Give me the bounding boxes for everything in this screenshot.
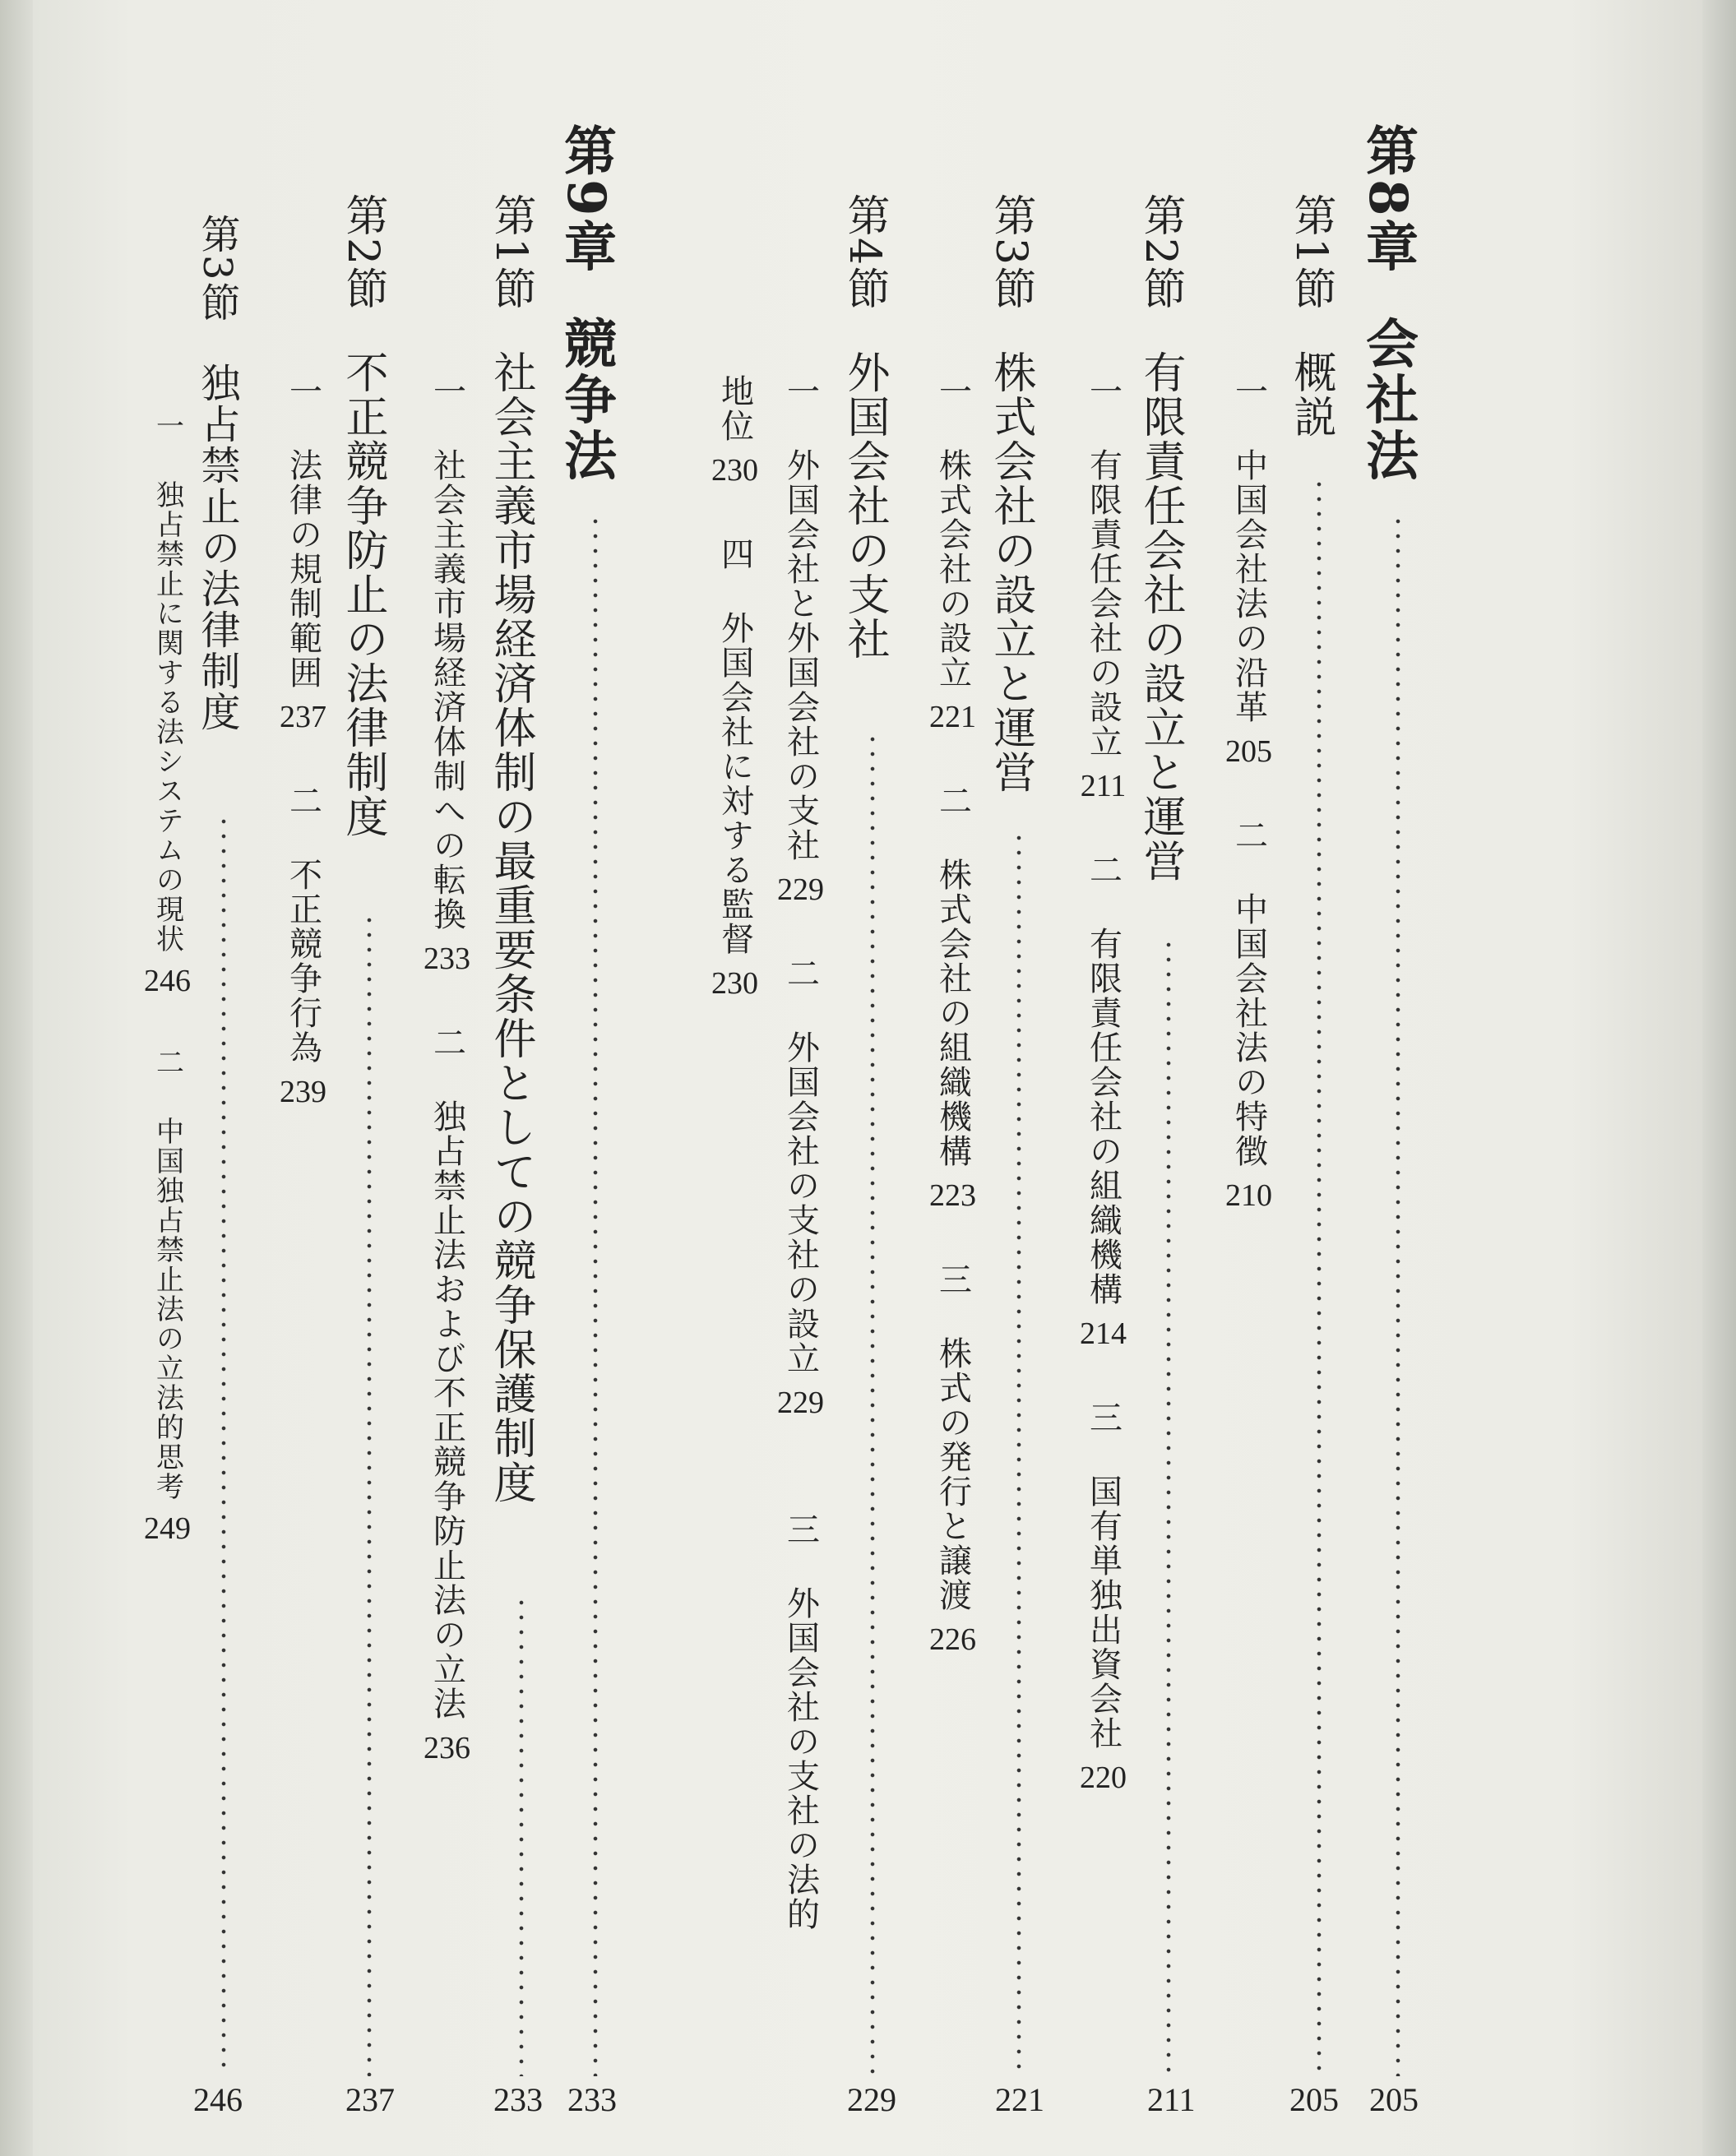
item-num: 三 (1084, 1400, 1123, 1435)
item-text: 有限責任会社の組織機構 (1084, 927, 1123, 1307)
page-edge (1703, 0, 1736, 2156)
ch8-s2-items (1080, 374, 1127, 1805)
item-text: 独占禁止法および不正競争防止法の立法 (428, 1099, 466, 1721)
item-page: 220 (1080, 1760, 1127, 1795)
chapter-9-page: 233 (567, 2081, 617, 2118)
item-text: 外国会社の支社の法的 (781, 1586, 820, 1932)
ch8-s3-leader-dots (1016, 830, 1022, 2076)
item-text: 外国会社と外国会社の支社 (781, 448, 820, 863)
item-num: 一 (284, 374, 322, 409)
ch9-s2-label: 第2節 (338, 193, 387, 312)
item-num: 三 (933, 1262, 972, 1297)
item-text: 独占禁止に関する法システムの現状 (150, 480, 184, 954)
item-num: 二 (428, 1025, 466, 1060)
ch8-s4-items-b (711, 374, 758, 1011)
item-num: 一 (150, 411, 184, 441)
ch9-s1-page: 233 (493, 2081, 543, 2118)
item-text: 中国会社法の沿革 (1229, 448, 1268, 724)
ch9-s1-leader-dots (518, 1595, 525, 2076)
item-text: 国有単独出資会社 (1084, 1474, 1123, 1751)
chapter-9-heading (555, 123, 617, 484)
item-text: 株式会社の設立 (933, 448, 972, 690)
item-num: 三 (781, 1512, 820, 1547)
item-num: 一 (1084, 374, 1123, 409)
ch8-s4-leader-dots (869, 732, 876, 2076)
ch8-section-1-heading (1286, 193, 1336, 440)
ch9-s3-items (144, 411, 191, 1556)
ch8-section-2-heading (1136, 193, 1185, 884)
chapter-9-leader-dots (592, 514, 599, 2076)
item-page: 223 (929, 1178, 976, 1213)
item-page: 237 (280, 700, 326, 734)
ch9-s3-leader-dots (220, 814, 227, 2076)
item-text: 有限責任会社の設立 (1084, 448, 1123, 759)
ch9-s1-title: 社会主義市場経済体制の最重要条件としての競争保護制度 (486, 350, 535, 1506)
ch8-s1-page: 205 (1289, 2081, 1339, 2118)
chapter-9-title: 競争法 (555, 316, 617, 484)
ch9-s1-label: 第1節 (486, 193, 535, 312)
item-page: 229 (777, 872, 824, 907)
item-text: 不正競争行為 (284, 858, 322, 1065)
item-num: 二 (284, 784, 322, 818)
item-text: 社会主義市場経済体制への転換 (428, 448, 466, 932)
ch8-section-4-heading (840, 193, 889, 662)
ch8-s1-items (1225, 374, 1272, 1223)
ch9-s2-items (280, 374, 326, 1119)
item-num: 二 (1229, 818, 1268, 853)
item-page: 211 (1080, 769, 1127, 803)
ch9-s2-leader-dots (366, 913, 373, 2076)
ch8-s3-title: 株式会社の設立と運営 (986, 350, 1035, 795)
item-num: 二 (150, 1048, 184, 1077)
ch8-s4-title: 外国会社の支社 (840, 350, 889, 662)
item-text: 株式の発行と譲渡 (933, 1336, 972, 1612)
ch8-s1-leader-dots (1316, 477, 1322, 2076)
item-page: 230 (711, 453, 758, 488)
ch8-s1-label: 第1節 (1286, 193, 1336, 312)
item-text: 外国会社に対する監督 (715, 611, 754, 956)
item-num: 一 (933, 374, 972, 409)
item-page: 221 (929, 700, 976, 734)
item-num: 二 (781, 956, 820, 991)
ch8-s3-label: 第3節 (986, 193, 1035, 312)
book-gutter (0, 0, 33, 2156)
ch8-s2-title: 有限責任会社の設立と運営 (1136, 350, 1185, 884)
item-page: 239 (280, 1075, 326, 1109)
ch9-s2-title: 不正競争防止の法律制度 (338, 350, 387, 840)
ch8-s2-leader-dots (1165, 937, 1172, 2076)
item-num: 一 (1229, 374, 1268, 409)
item-page: 210 (1225, 1178, 1272, 1213)
item-text: 株式会社の組織機構 (933, 858, 972, 1168)
ch8-s2-page: 211 (1147, 2081, 1196, 2118)
ch8-s4-items-a (777, 374, 824, 1932)
item-text: 外国会社の支社の設立 (781, 1030, 820, 1376)
ch9-section-1-heading (486, 193, 535, 1506)
item-num: 四 (715, 537, 754, 571)
ch9-s3-page: 246 (193, 2081, 243, 2118)
item-num: 一 (781, 374, 820, 409)
item-page: 246 (144, 964, 191, 998)
ch9-s3-label: 第3節 (194, 214, 240, 323)
chapter-8-title: 会社法 (1357, 316, 1419, 484)
chapter-8-page: 205 (1369, 2081, 1419, 2118)
item-page: 233 (424, 942, 470, 976)
ch9-s1-items (424, 374, 470, 1775)
ch8-section-3-heading (986, 193, 1035, 795)
item-num: 二 (1084, 853, 1123, 887)
ch8-s2-label: 第2節 (1136, 193, 1185, 312)
item-page: 214 (1080, 1316, 1127, 1351)
item-page: 230 (711, 966, 758, 1001)
item-text: 中国独占禁止法の立法的思考 (150, 1117, 184, 1501)
toc-page (33, 0, 1702, 2156)
ch8-s3-items (929, 374, 976, 1667)
item-page: 229 (777, 1386, 824, 1420)
item-text: 法律の規制範囲 (284, 448, 322, 690)
ch8-s1-title: 概説 (1286, 350, 1336, 440)
ch8-s4-page: 229 (847, 2081, 896, 2118)
ch9-section-2-heading (338, 193, 387, 840)
chapter-8-leader-dots (1395, 514, 1401, 2076)
ch8-s3-page: 221 (995, 2081, 1044, 2118)
chapter-8-heading (1357, 123, 1419, 484)
chapter-8-number: 第8章 (1357, 123, 1419, 275)
item-text: 地位 (715, 374, 754, 443)
item-text: 中国会社法の特徴 (1229, 892, 1268, 1168)
chapter-9-number: 第9章 (555, 123, 617, 275)
item-page: 249 (144, 1511, 191, 1546)
ch9-s2-page: 237 (345, 2081, 395, 2118)
item-page: 205 (1225, 734, 1272, 769)
ch9-section-3-heading (194, 214, 240, 733)
item-page: 236 (424, 1731, 470, 1765)
item-page: 226 (929, 1622, 976, 1657)
ch8-s4-label: 第4節 (840, 193, 889, 312)
item-num: 二 (933, 784, 972, 818)
ch9-s3-title: 独占禁止の法律制度 (194, 362, 240, 733)
item-num: 一 (428, 374, 466, 409)
